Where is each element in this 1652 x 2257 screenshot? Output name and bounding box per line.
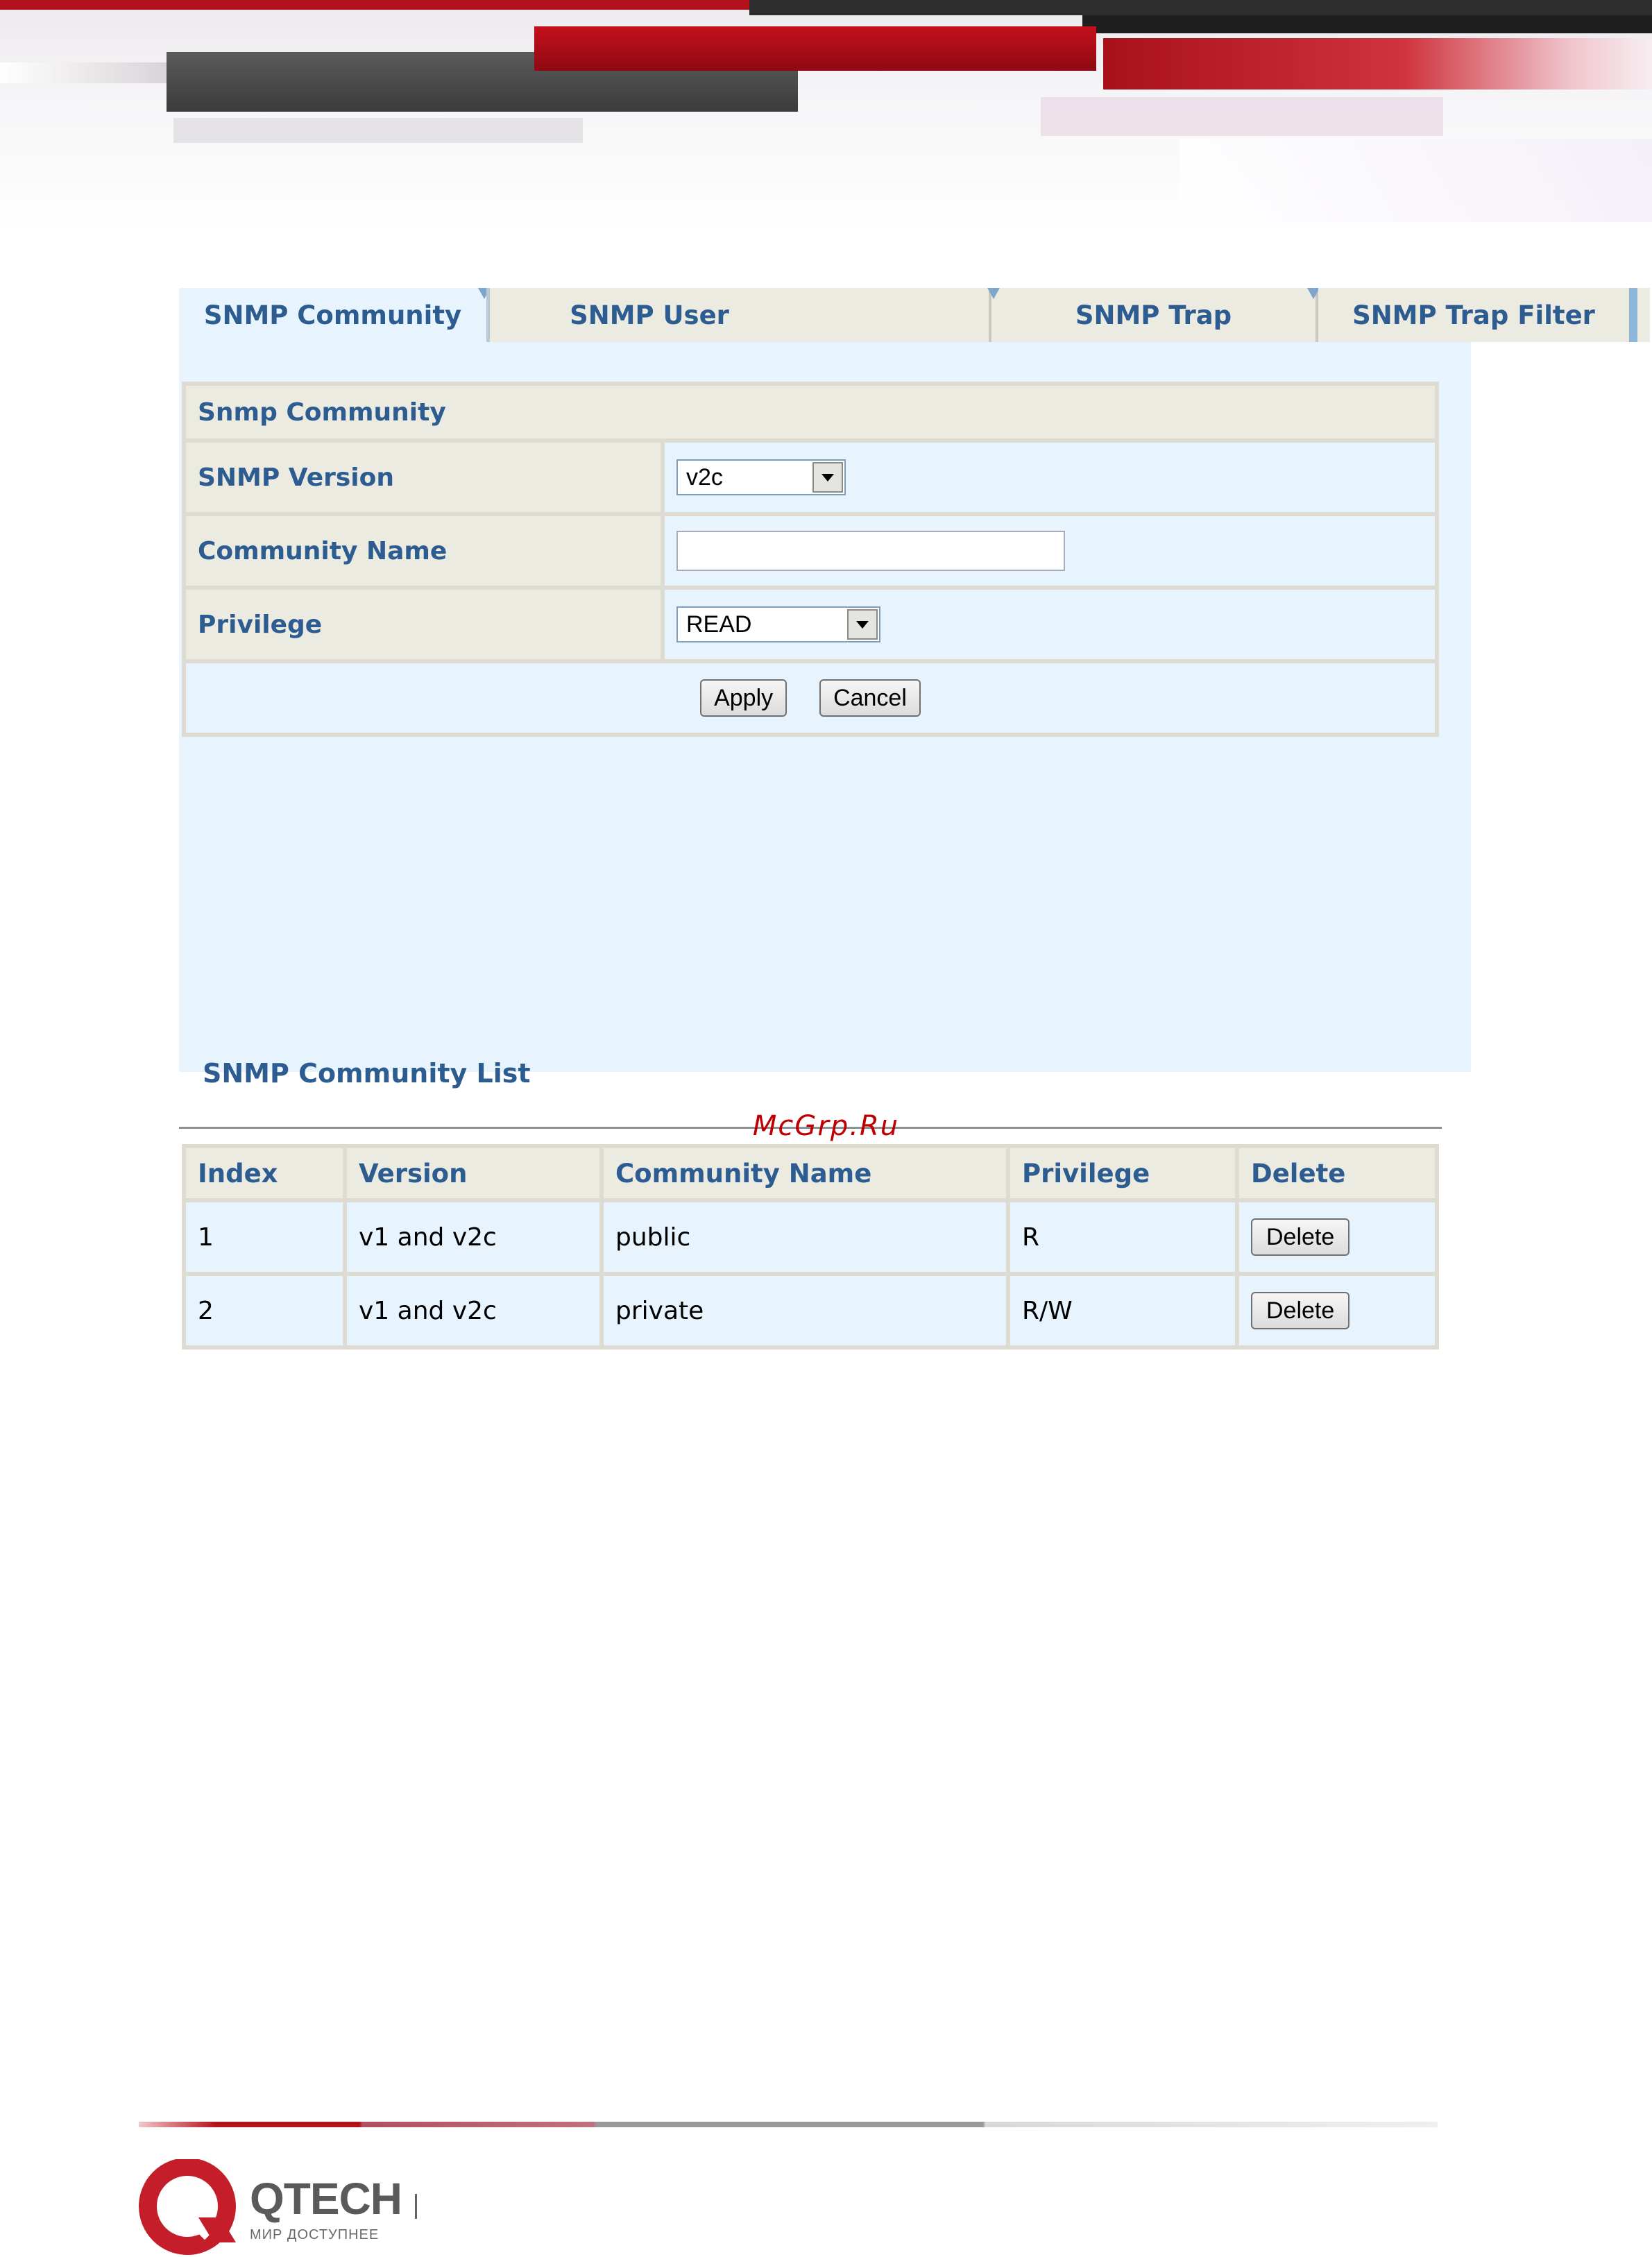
privilege-select[interactable] bbox=[676, 606, 880, 642]
community-name-cell bbox=[665, 516, 1435, 586]
tab-snmp-user[interactable] bbox=[486, 288, 991, 342]
row-delete-cell bbox=[1239, 1202, 1435, 1272]
chevron-down-icon[interactable] bbox=[812, 462, 843, 493]
chevron-down-icon[interactable] bbox=[847, 609, 878, 640]
tab-snmp-trap[interactable] bbox=[991, 288, 1318, 342]
tab-label: SNMP Community bbox=[203, 300, 462, 330]
tab-corner-marker bbox=[987, 288, 1000, 299]
form-section-title: Snmp Community bbox=[186, 386, 1435, 438]
row-privilege: R/W bbox=[1010, 1276, 1235, 1345]
privilege-cell bbox=[665, 590, 1435, 659]
tab-label: SNMP Trap bbox=[1075, 300, 1232, 330]
tab-snmp-trap-filter[interactable] bbox=[1318, 288, 1650, 342]
table-header-row bbox=[186, 1148, 1435, 1198]
brand-name: QTECH bbox=[250, 2174, 402, 2224]
row-delete-cell bbox=[1239, 1276, 1435, 1345]
tab-divider bbox=[486, 288, 490, 342]
snmp-version-value: v2c bbox=[686, 463, 723, 491]
row-community-name: private bbox=[604, 1276, 1006, 1345]
table-row bbox=[186, 1276, 1435, 1345]
apply-button[interactable]: Apply bbox=[700, 679, 787, 717]
snmp-version-label: SNMP Version bbox=[186, 443, 661, 512]
column-header-version: Version bbox=[347, 1148, 599, 1198]
community-list-title: SNMP Community List bbox=[203, 1058, 531, 1089]
privilege-label: Privilege bbox=[186, 590, 661, 659]
row-version: v1 and v2c bbox=[347, 1202, 599, 1272]
qtech-logo bbox=[139, 2159, 555, 2257]
row-index: 1 bbox=[186, 1202, 343, 1272]
watermark: McGrp.Ru bbox=[752, 1110, 900, 1142]
privilege-value: READ bbox=[686, 611, 752, 638]
tab-snmp-community[interactable] bbox=[179, 288, 486, 342]
cancel-button[interactable]: Cancel bbox=[819, 679, 921, 717]
snmp-version-cell bbox=[665, 443, 1435, 512]
tab-bar-end bbox=[1629, 288, 1637, 342]
tab-label: SNMP User bbox=[570, 300, 729, 330]
snmp-version-select[interactable] bbox=[676, 459, 846, 495]
header-banner bbox=[0, 0, 1652, 243]
community-list-table bbox=[182, 1144, 1439, 1349]
delete-button[interactable]: Delete bbox=[1251, 1292, 1349, 1329]
snmp-community-form bbox=[182, 382, 1439, 737]
row-community-name: public bbox=[604, 1202, 1006, 1272]
column-header-community-name: Community Name bbox=[604, 1148, 1006, 1198]
row-index: 2 bbox=[186, 1276, 343, 1345]
footer-separator bbox=[415, 2194, 417, 2219]
table-row bbox=[186, 1202, 1435, 1272]
community-name-label: Community Name bbox=[186, 516, 661, 586]
row-privilege: R bbox=[1010, 1202, 1235, 1272]
row-version: v1 and v2c bbox=[347, 1276, 599, 1345]
delete-button[interactable]: Delete bbox=[1251, 1218, 1349, 1256]
tab-bar bbox=[179, 288, 1595, 342]
form-actions bbox=[186, 663, 1435, 733]
column-header-delete: Delete bbox=[1239, 1148, 1435, 1198]
qtech-q-icon bbox=[139, 2159, 243, 2257]
column-header-index: Index bbox=[186, 1148, 343, 1198]
brand-tagline: МИР ДОСТУПНЕЕ bbox=[250, 2227, 380, 2242]
footer-divider bbox=[139, 2122, 1438, 2127]
tab-label: SNMP Trap Filter bbox=[1352, 300, 1595, 330]
community-name-input[interactable] bbox=[676, 531, 1065, 571]
column-header-privilege: Privilege bbox=[1010, 1148, 1235, 1198]
